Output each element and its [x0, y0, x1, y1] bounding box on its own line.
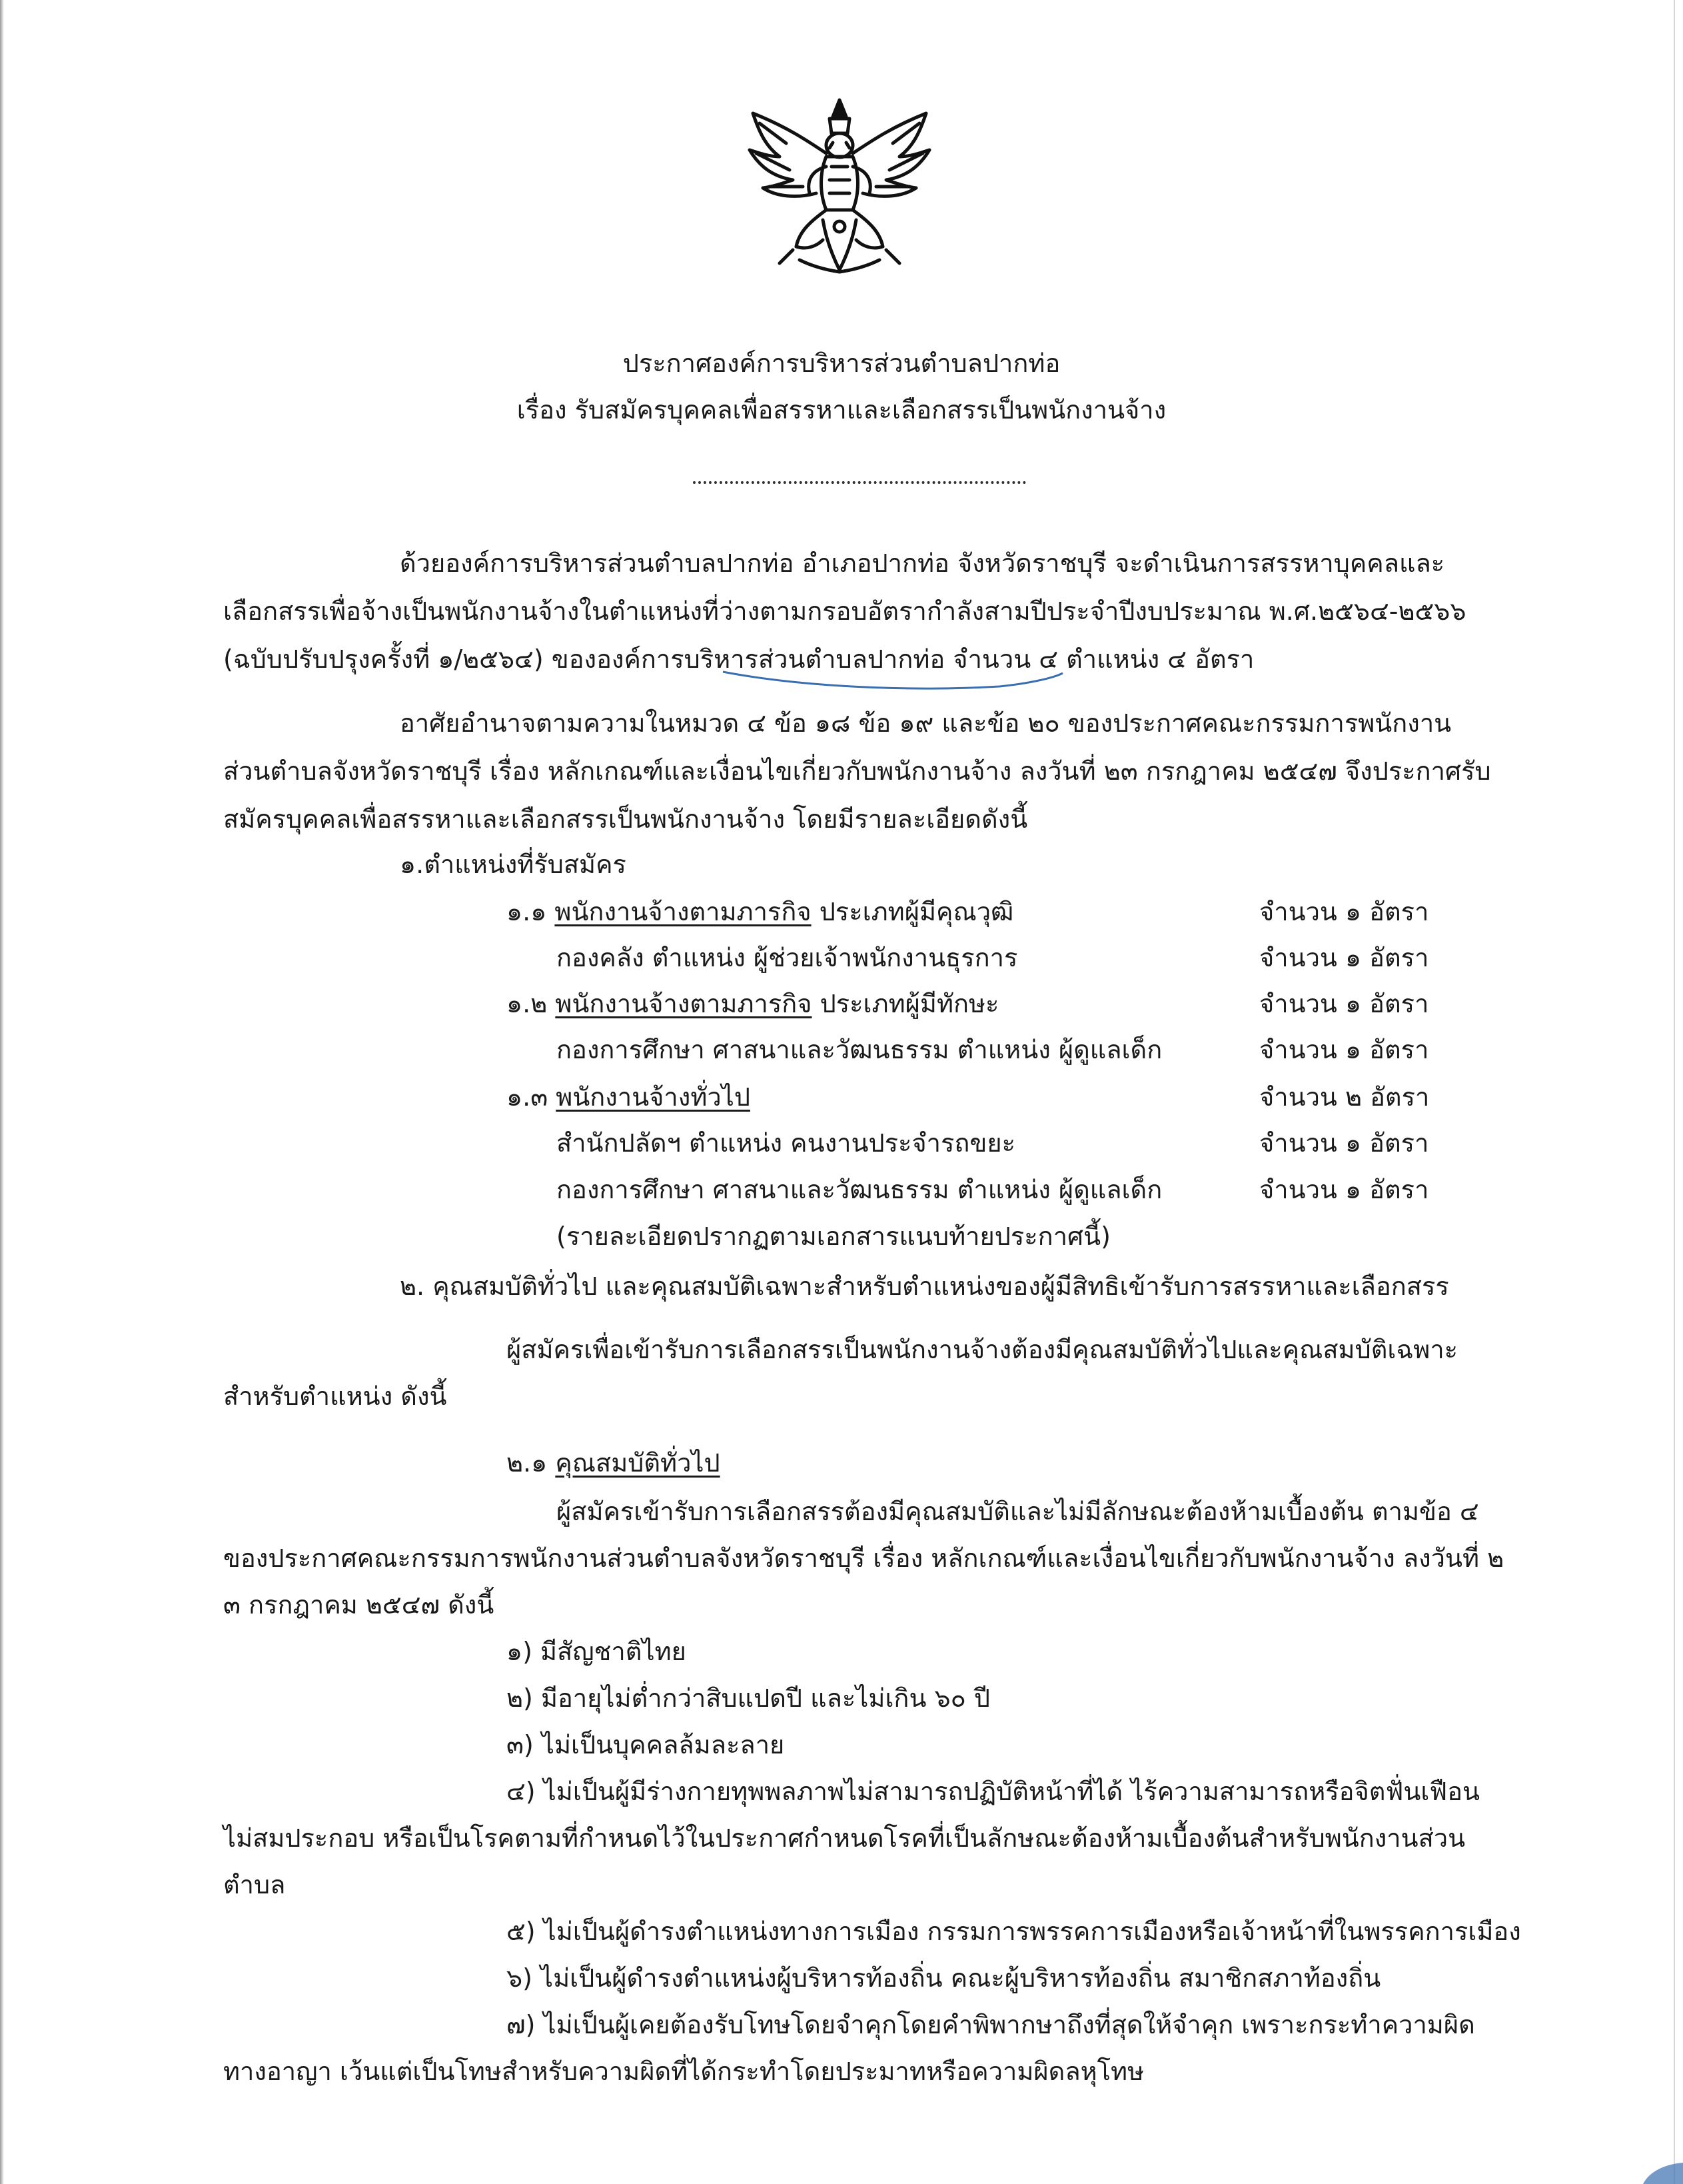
qualification-item-3: ๓) ไม่เป็นบุคคลล้มละลาย — [506, 1730, 785, 1759]
announcement-title: ประกาศองค์การบริหารส่วนตำบลปากท่อ — [622, 349, 1061, 378]
qualification-item-7: ๗) ไม่เป็นผู้เคยต้องรับโทษโดยจำคุกโดยคำพิพากษาถึงที่สุดให้จำคุก เพราะกระทำความผิด — [506, 2010, 1475, 2039]
authority-line-1: อาศัยอำนาจตามความในหมวด ๔ ข้อ ๑๘ ข้อ ๑๙ และข้อ ๒๐ ของประกาศคณะกรรมการพนักงาน — [400, 708, 1452, 738]
qualification-item-4-cont-2: ตำบล — [223, 1870, 286, 1899]
section2-heading: ๒. คุณสมบัติทั่วไป และคุณสมบัติเฉพาะสำหรับตำแหน่งของผู้มีสิทธิเข้ารับการสรรหาและเลือกสรร — [400, 1272, 1449, 1301]
intro-line-1: ด้วยองค์การบริหารส่วนตำบลปากท่อ อำเภอปากท่อ จังหวัดราชบุรี จะดำเนินการสรรหาบุคคลและ — [400, 548, 1445, 578]
position-2-count: จำนวน ๑ อัตรา — [1259, 989, 1429, 1018]
qualification-item-7-cont: ทางอาญา เว้นแต่เป็นโทษสำหรับความผิดที่ได้กระทำโดยประมาทหรือความผิดลหุโทษ — [223, 2057, 1145, 2086]
section1-note: (รายละเอียดปรากฏตามเอกสารแนบท้ายประกาศนี้) — [556, 1222, 1111, 1251]
position-3-detail-2-count: จำนวน ๑ อัตรา — [1259, 1175, 1429, 1204]
section2-para-line-1: ผู้สมัครเพื่อเข้ารับการเลือกสรรเป็นพนักงานจ้างต้องมีคุณสมบัติทั่วไปและคุณสมบัติเฉพาะ — [506, 1335, 1458, 1364]
position-3-detail-2: กองการศึกษา ศาสนาและวัฒนธรรม ตำแหน่ง ผู้ดูแลเด็ก — [556, 1175, 1163, 1204]
section2-1-heading: ๒.๑ คุณสมบัติทั่วไป — [506, 1448, 720, 1478]
position-1-count: จำนวน ๑ อัตรา — [1259, 897, 1429, 926]
qualification-item-4-cont-1: ไม่สมประกอบ หรือเป็นโรคตามที่กำหนดไว้ในประกาศกำหนดโรคที่เป็นลักษณะต้องห้ามเบื้องต้นสำหรับพนักงานส่วน — [223, 1823, 1466, 1853]
position-3-count: จำนวน ๒ อัตรา — [1259, 1082, 1430, 1112]
intro-line-3: (ฉบับปรับปรุงครั้งที่ ๑/๒๕๖๔) ขององค์การบริหารส่วนตำบลปากท่อ จำนวน ๔ ตำแหน่ง ๔ อัตรา — [223, 644, 1255, 674]
scan-edge-left — [0, 0, 4, 2184]
position-3-detail-1: สำนักปลัดฯ ตำแหน่ง คนงานประจำรถขยะ — [556, 1128, 1016, 1158]
garuda-emblem-icon — [733, 87, 946, 300]
position-1-detail-count: จำนวน ๑ อัตรา — [1259, 943, 1429, 972]
qualification-item-2: ๒) มีอายุไม่ต่ำกว่าสิบแปดปี และไม่เกิน ๖๐ ปี — [506, 1683, 991, 1713]
section2-para-line-2: สำหรับตำแหน่ง ดังนี้ — [223, 1382, 447, 1411]
qualification-item-4: ๔) ไม่เป็นผู้มีร่างกายทุพพลภาพไม่สามารถปฏิบัติหน้าที่ได้ ไร้ความสามารถหรือจิตฟั่นเฟือน — [506, 1777, 1480, 1806]
position-1-heading: ๑.๑ พนักงานจ้างตามภารกิจ ประเภทผู้มีคุณวุฒิ — [506, 897, 1014, 926]
section2-1-para-line-1: ผู้สมัครเข้ารับการเลือกสรรต้องมีคุณสมบัติและไม่มีลักษณะต้องห้ามเบื้องต้น ตามข้อ ๔ — [556, 1497, 1479, 1526]
corner-stamp-mark — [1630, 2157, 1683, 2184]
position-2-detail: กองการศึกษา ศาสนาและวัฒนธรรม ตำแหน่ง ผู้ดูแลเด็ก — [556, 1035, 1163, 1064]
qualification-item-6: ๖) ไม่เป็นผู้ดำรงตำแหน่งผู้บริหารท้องถิ่น คณะผู้บริหารท้องถิ่น สมาชิกสภาท้องถิ่น — [506, 1963, 1381, 1993]
qualification-item-1: ๑) มีสัญชาติไทย — [506, 1637, 686, 1666]
announcement-subject: เรื่อง รับสมัครบุคคลเพื่อสรรหาและเลือกสรรเป็นพนักงานจ้าง — [516, 395, 1167, 425]
position-1-detail: กองคลัง ตำแหน่ง ผู้ช่วยเจ้าพนักงานธุรการ — [556, 943, 1018, 972]
pen-underline-mark — [720, 666, 1066, 693]
position-2-heading: ๑.๒ พนักงานจ้างตามภารกิจ ประเภทผู้มีทักษะ — [506, 989, 999, 1018]
position-3-heading: ๑.๓ พนักงานจ้างทั่วไป — [506, 1082, 750, 1112]
section2-1-para-line-2: ของประกาศคณะกรรมการพนักงานส่วนตำบลจังหวัดราชบุรี เรื่อง หลักเกณฑ์และเงื่อนไขเกี่ยวกับพนักงานจ้าง ลงวันที่ ๒ — [223, 1544, 1504, 1573]
scan-edge-right — [1674, 0, 1675, 2184]
position-3-detail-1-count: จำนวน ๑ อัตรา — [1259, 1128, 1429, 1158]
authority-line-3: สมัครบุคคลเพื่อสรรหาและเลือกสรรเป็นพนักงานจ้าง โดยมีรายละเอียดดังนี้ — [223, 804, 1028, 834]
intro-line-2: เลือกสรรเพื่อจ้างเป็นพนักงานจ้างในตำแหน่งที่ว่างตามกรอบอัตรากำลังสามปีประจำปีงบประมาณ พ.ศ.๒๕๖๔-๒๕๖๖ — [223, 596, 1466, 626]
qualification-item-5: ๕) ไม่เป็นผู้ดำรงตำแหน่งทางการเมือง กรรมการพรรคการเมืองหรือเจ้าหน้าที่ในพรรคการเมือง — [506, 1917, 1521, 1946]
authority-line-2: ส่วนตำบลจังหวัดราชบุรี เรื่อง หลักเกณฑ์และเงื่อนไขเกี่ยวกับพนักงานจ้าง ลงวันที่ ๒๓ กรกฎาคม ๒๕๔๗ จึงประกาศรับ — [223, 756, 1491, 786]
position-2-detail-count: จำนวน ๑ อัตรา — [1259, 1035, 1429, 1064]
separator-dots — [693, 481, 1026, 484]
section1-heading: ๑.ตำแหน่งที่รับสมัคร — [400, 850, 626, 879]
section2-1-para-line-3: ๓ กรกฎาคม ๒๕๔๗ ดังนี้ — [223, 1590, 494, 1620]
